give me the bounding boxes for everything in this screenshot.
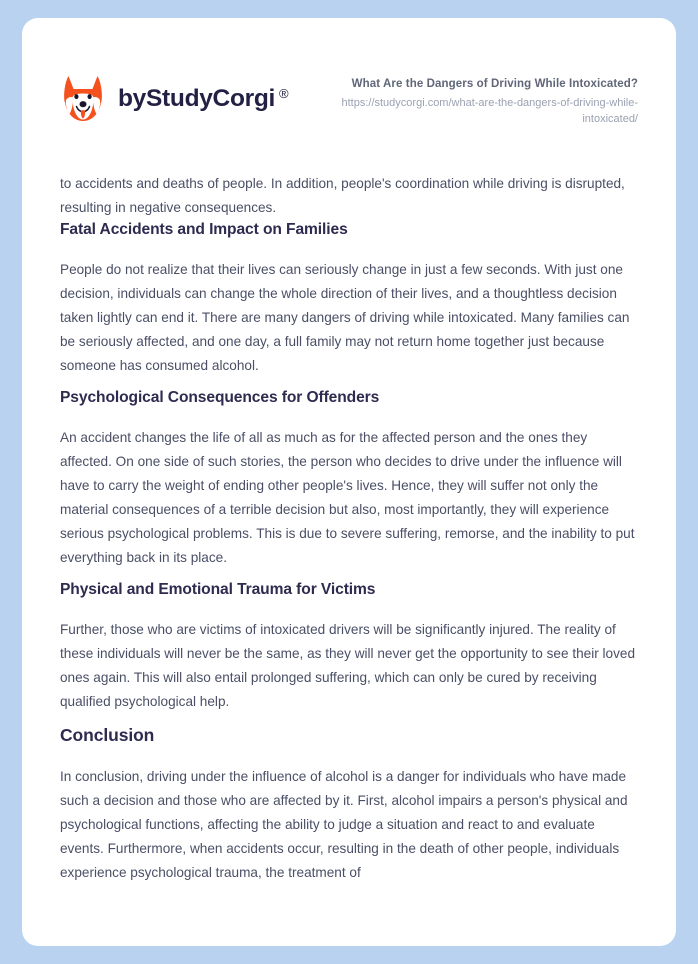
section-physical-emotional-trauma: [60, 580, 638, 714]
document-paper: [22, 18, 676, 946]
brand-logo-group[interactable]: [60, 70, 288, 124]
section-heading: Physical and Emotional Trauma for Victims: [60, 581, 376, 599]
section-conclusion: [60, 724, 638, 885]
section-paragraph: An accident changes the life of all as much as for the affected person and the ones they affected. On one side of such stories, the person who decides to drive under the influence will have to carry the weight of ending other people's lives. Hence, they will suffer not only the material consequences of a terrible decision but also, most importantly, they will experience serious psychological problems. This is due to severe suffering, remorse, and the inability to put everything back in its place.: [60, 430, 635, 566]
brand-prefix: by: [118, 85, 146, 112]
brand-name: StudyCorgi: [146, 85, 276, 112]
section-psychological-consequences: [60, 388, 638, 570]
intro-continuation-paragraph: to accidents and deaths of people. In addition, people's coordination while driving is disrupted, resulting in negative consequences.: [60, 175, 625, 215]
header-document-meta: [308, 70, 638, 128]
document-body: [60, 172, 638, 886]
section-heading: Fatal Accidents and Impact on Families: [60, 220, 348, 238]
section-heading: Conclusion: [60, 725, 155, 746]
section-paragraph: Further, those who are victims of intoxicated drivers will be significantly injured. The reality of these individuals will never be the same, as they will never get the opportunity to see their loved ones again. This will also entail prolonged suffering, which can only be cured by receiving qualified psychological help.: [60, 622, 636, 710]
document-title: What Are the Dangers of Driving While Intoxicated?: [351, 78, 638, 90]
trademark-symbol: ®: [279, 86, 289, 101]
document-header: [60, 58, 638, 128]
section-paragraph: People do not realize that their lives can seriously change in just a few seconds. With just one decision, individuals can change the whole direction of their lives, and a thoughtless decision taken lightly can end it. There are many dangers of driving while intoxicated. Many families can be seriously affected, and one day, a full family may not return home together just because someone has consumed alcohol.: [60, 261, 630, 373]
section-heading: Psychological Consequences for Offenders: [60, 388, 380, 406]
document-url[interactable]: https://studycorgi.com/what-are-the-dangers-of-driving-while-intoxicated/: [341, 96, 638, 126]
brand-wordmark: [118, 85, 288, 113]
corgi-logo-icon: [60, 74, 106, 124]
section-paragraph: In conclusion, driving under the influence of alcohol is a danger for individuals who have made such a decision and those who are affected by it. First, alcohol impairs a person's physical and psychological functions, affecting the ability to judge a situation and react to and evaluate events. Furthermore, when accidents occur, resulting in the death of other people, individuals experience psychological trauma, the treatment of: [60, 769, 628, 881]
section-fatal-accidents: [60, 220, 638, 378]
